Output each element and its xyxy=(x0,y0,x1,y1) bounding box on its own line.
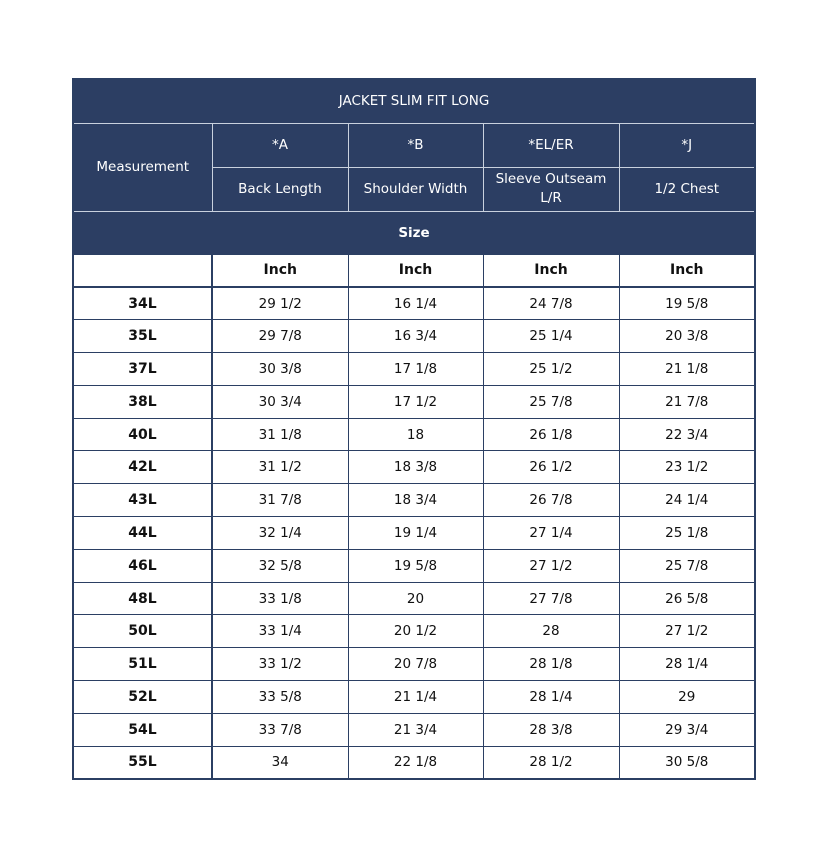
value-cell: 29 1/2 xyxy=(212,287,348,320)
size-chart-body xyxy=(73,79,755,779)
value-cell: 30 5/8 xyxy=(619,746,755,779)
value-cell: 33 7/8 xyxy=(212,713,348,746)
size-label-cell: 44L xyxy=(73,517,212,550)
unit-cell: Inch xyxy=(348,254,483,287)
value-cell: 25 7/8 xyxy=(483,385,619,418)
unit-cell: Inch xyxy=(483,254,619,287)
value-cell: 21 1/8 xyxy=(619,353,755,386)
value-cell: 26 1/8 xyxy=(483,418,619,451)
value-cell: 23 1/2 xyxy=(619,451,755,484)
value-cell: 30 3/8 xyxy=(212,353,348,386)
value-cell: 18 3/8 xyxy=(348,451,483,484)
size-label-cell: 38L xyxy=(73,385,212,418)
table-title: JACKET SLIM FIT LONG xyxy=(73,79,755,123)
title-row xyxy=(73,79,755,123)
value-cell: 32 1/4 xyxy=(212,517,348,550)
value-cell: 27 1/4 xyxy=(483,517,619,550)
table-row xyxy=(73,582,755,615)
table-row xyxy=(73,484,755,517)
value-cell: 20 xyxy=(348,582,483,615)
value-cell: 28 1/2 xyxy=(483,746,619,779)
value-cell: 17 1/2 xyxy=(348,385,483,418)
value-cell: 25 7/8 xyxy=(619,549,755,582)
size-label-cell: 55L xyxy=(73,746,212,779)
table-row xyxy=(73,418,755,451)
size-label-cell: 50L xyxy=(73,615,212,648)
size-label-cell: 51L xyxy=(73,648,212,681)
table-row xyxy=(73,353,755,386)
value-cell: 28 1/8 xyxy=(483,648,619,681)
table-row xyxy=(73,451,755,484)
value-cell: 27 7/8 xyxy=(483,582,619,615)
table-row xyxy=(73,713,755,746)
value-cell: 33 1/4 xyxy=(212,615,348,648)
value-cell: 29 7/8 xyxy=(212,320,348,353)
value-cell: 31 7/8 xyxy=(212,484,348,517)
value-cell: 31 1/8 xyxy=(212,418,348,451)
value-cell: 24 7/8 xyxy=(483,287,619,320)
value-cell: 18 xyxy=(348,418,483,451)
size-label-cell: 52L xyxy=(73,681,212,714)
value-cell: 26 5/8 xyxy=(619,582,755,615)
name-cell-half-chest: 1/2 Chest xyxy=(619,167,755,211)
value-cell: 29 3/4 xyxy=(619,713,755,746)
value-cell: 25 1/4 xyxy=(483,320,619,353)
table-row xyxy=(73,517,755,550)
value-cell: 26 1/2 xyxy=(483,451,619,484)
table-row xyxy=(73,746,755,779)
code-cell-j: *J xyxy=(619,123,755,167)
unit-row xyxy=(73,254,755,287)
table-row xyxy=(73,615,755,648)
value-cell: 20 3/8 xyxy=(619,320,755,353)
value-cell: 22 1/8 xyxy=(348,746,483,779)
code-cell-b: *B xyxy=(348,123,483,167)
value-cell: 27 1/2 xyxy=(483,549,619,582)
value-cell: 29 xyxy=(619,681,755,714)
value-cell: 33 5/8 xyxy=(212,681,348,714)
value-cell: 31 1/2 xyxy=(212,451,348,484)
value-cell: 25 1/8 xyxy=(619,517,755,550)
table-row xyxy=(73,287,755,320)
value-cell: 19 1/4 xyxy=(348,517,483,550)
size-label-cell: 35L xyxy=(73,320,212,353)
value-cell: 20 1/2 xyxy=(348,615,483,648)
value-cell: 33 1/8 xyxy=(212,582,348,615)
size-header-row xyxy=(73,211,755,254)
value-cell: 24 1/4 xyxy=(619,484,755,517)
size-label-cell: 43L xyxy=(73,484,212,517)
value-cell: 32 5/8 xyxy=(212,549,348,582)
value-cell: 25 1/2 xyxy=(483,353,619,386)
sleeve-outseam-label: Sleeve Outseam L/R xyxy=(495,171,607,206)
value-cell: 28 1/4 xyxy=(483,681,619,714)
code-cell-a: *A xyxy=(212,123,348,167)
size-header: Size xyxy=(73,211,755,254)
size-label-cell: 34L xyxy=(73,287,212,320)
value-cell: 21 3/4 xyxy=(348,713,483,746)
value-cell: 18 3/4 xyxy=(348,484,483,517)
value-cell: 28 xyxy=(483,615,619,648)
value-cell: 20 7/8 xyxy=(348,648,483,681)
value-cell: 22 3/4 xyxy=(619,418,755,451)
size-label-cell: 46L xyxy=(73,549,212,582)
value-cell: 27 1/2 xyxy=(619,615,755,648)
size-label-cell: 54L xyxy=(73,713,212,746)
value-cell: 28 3/8 xyxy=(483,713,619,746)
size-label-cell: 42L xyxy=(73,451,212,484)
name-cell-shoulder-width: Shoulder Width xyxy=(348,167,483,211)
unit-cell: Inch xyxy=(212,254,348,287)
value-cell: 17 1/8 xyxy=(348,353,483,386)
value-cell: 19 5/8 xyxy=(348,549,483,582)
unit-cell: Inch xyxy=(619,254,755,287)
value-cell: 16 1/4 xyxy=(348,287,483,320)
size-label-cell: 40L xyxy=(73,418,212,451)
measurement-header: Measurement xyxy=(73,123,212,211)
value-cell: 30 3/4 xyxy=(212,385,348,418)
value-cell: 16 3/4 xyxy=(348,320,483,353)
name-cell-sleeve-outseam xyxy=(483,167,619,211)
table-row xyxy=(73,681,755,714)
value-cell: 21 1/4 xyxy=(348,681,483,714)
value-cell: 26 7/8 xyxy=(483,484,619,517)
value-cell: 28 1/4 xyxy=(619,648,755,681)
table-row xyxy=(73,648,755,681)
size-label-cell: 48L xyxy=(73,582,212,615)
code-row xyxy=(73,123,755,167)
size-chart-table xyxy=(72,78,756,780)
name-cell-back-length: Back Length xyxy=(212,167,348,211)
size-label-cell: 37L xyxy=(73,353,212,386)
code-cell-el-er: *EL/ER xyxy=(483,123,619,167)
value-cell: 19 5/8 xyxy=(619,287,755,320)
value-cell: 34 xyxy=(212,746,348,779)
table-row xyxy=(73,385,755,418)
value-cell: 33 1/2 xyxy=(212,648,348,681)
table-row xyxy=(73,320,755,353)
value-cell: 21 7/8 xyxy=(619,385,755,418)
unit-blank-cell xyxy=(73,254,212,287)
table-row xyxy=(73,549,755,582)
